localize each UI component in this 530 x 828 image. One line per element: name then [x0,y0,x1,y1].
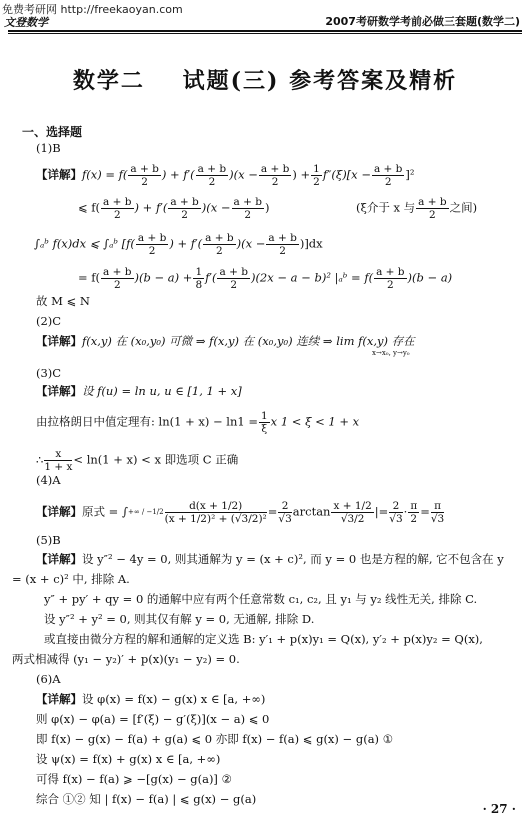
q5-label: (5)B [36,533,61,547]
q1-conclusion: 故 M ⩽ N [36,294,90,308]
q3-label: (3)C [36,366,62,380]
fraction: $\frac{1}{\xi}$ [260,410,268,436]
q2-limit-sub: x→x₀, y→y₀ [372,349,410,357]
q1-detail-tag: 【详解】 [36,167,82,182]
fraction: $\frac{\pi}{2}$ [410,500,418,526]
fraction: $\frac{a + b}{2}$ [373,163,403,189]
fraction: $\frac{d(x + 1/2)}{\text{(x + 1/2)² + (√3/2)²}}$ [164,500,267,526]
q5-line3: y″ + py′ + qy = 0 的通解中应有两个任意常数 c₁, c₂, 且 y₁ 与 y₂ 线性无关, 排除 C. [44,592,478,606]
title-right: 试题(三) 参考答案及精析 [182,68,458,94]
fraction: $\frac{1}{2}$ [313,163,320,189]
fraction: $\frac{a + b}{2}$ [268,232,297,258]
q5-detail-tag: 【详解】 [36,552,82,566]
page-number: · 27 · [482,802,516,816]
q4-limits: +∞ / −1/2 [127,508,164,517]
q6-label: (6)A [36,672,61,686]
q3-line3: ∴ $\frac{x}{1 + x}$ < ln(1 + x) < x 即选项 C 正确 [36,448,239,474]
q6-line3: 即 f(x) − g(x) − f(a) + g(a) ⩽ 0 亦即 f(x) − f(a) ⩽ g(x) − g(a) ① [36,732,393,746]
fraction: $\frac{\pi}{√3}$ [430,500,445,526]
fraction: $\frac{a + b}{2}$ [197,163,227,189]
fraction: $\frac{a + b}{2}$ [376,266,405,292]
q5-line4: 设 y″² + y² = 0, 则其仅有解 y = 0, 无通解, 排除 D. [44,612,315,626]
q2-label: (2)C [36,314,62,328]
q5-line5: 或直接由微分方程的解和通解的定义选 B: y′₁ + p(x)y₁ = Q(x), y′₂ + p(x)y₂ = Q(x), [44,632,483,646]
q5-line6: 两式相减得 (y₁ − y₂)′ + p(x)(y₁ − y₂) = 0. [12,652,240,666]
q4-line: 【详解】原式 = ∫+∞ / −1/2 $\frac{d(x + 1/2)}{\text{(x + 1/2)² + (√3/2)²}}$ = $\frac{2}{√3}$ arctan $\frac{x + 1/2}{√3/2}$ |= $\frac{2}{√3}$ · $\frac{\pi}{2}$ = $\frac{\pi}{√3}$ [36,500,445,526]
q6-line6: 综合 ①② 知 | f(x) − f(a) | ⩽ g(x) − g(a) [36,792,257,806]
q1-note: (ξ介于 x 与 $\frac{a + b}{2}$ 之间) [356,196,478,222]
q6-detail-tag: 【详解】 [36,692,82,706]
watermark-text: 免费考研网 http://freekaoyan.com [2,3,183,16]
q6-line1: 【详解】设 φ(x) = f(x) − g(x) x ∈ [a, +∞) [36,692,266,706]
q1-label: (1)B [36,141,61,155]
q2-line: 【详解】f(x,y) 在 (x₀,y₀) 可微 ⇒ f(x,y) 在 (x₀,y₀) 连续 ⇒ lim f(x,y) 存在 [36,334,415,348]
fraction: $\frac{2}{√3}$ [278,500,292,526]
fraction: $\frac{1}{8}$ [195,266,203,292]
fraction: $\frac{2}{√3}$ [389,500,403,526]
q4-detail-tag: 【详解】 [36,504,82,519]
publisher-logo: 文登数学 [4,16,48,29]
q1-line3: ∫ₐᵇ f(x)dx ⩽ ∫ₐᵇ [f( $\frac{a + b}{2}$ ) + f′( $\frac{a + b}{2}$ )(x − $\frac{a + b}{2}$ )]dx [34,232,323,258]
fraction: $\frac{a + b}{2}$ [233,196,262,222]
fraction: $\frac{a + b}{2}$ [130,163,159,189]
q3-line2: 由拉格朗日中值定理有: ln(1 + x) − ln1 = $\frac{1}{\xi}$ x 1 < ξ < 1 + x [36,410,360,436]
header-rule-thin [8,33,522,34]
fraction: $\frac{x + 1/2}{√3/2}$ [333,500,372,526]
book-title: 2007考研数学考前必做三套题(数学二) [325,15,520,28]
fraction: $\frac{a + b}{2}$ [260,163,290,189]
title-left: 数学二 [72,68,145,94]
q5-line2: = (x + c)² 中, 排除 A. [12,572,130,586]
fraction: $\frac{a + b}{2}$ [170,196,199,222]
q6-line5: 可得 f(x) − f(a) ⩾ −[g(x) − g(a)] ② [36,772,232,786]
q1-line4: = f( $\frac{a + b}{2}$ )(b − a) + $\frac{1}{8}$ f′( $\frac{a + b}{2}$ )(2x − a − b)² |ₐᵇ = f( $\frac{a + b}{2}$ )(b − a) [78,266,453,292]
fraction: $\frac{a + b}{2}$ [137,232,167,258]
fraction: $\frac{a + b}{2}$ [418,196,447,222]
q3-detail-tag: 【详解】 [36,384,82,398]
q2-detail-tag: 【详解】 [36,334,82,348]
fraction: $\frac{a + b}{2}$ [103,266,132,292]
section-heading: 一、选择题 [22,125,83,139]
q6-line4: 设 ψ(x) = f(x) + g(x) x ∈ [a, +∞) [36,752,221,766]
fraction: $\frac{a + b}{2}$ [219,266,248,292]
q4-label: (4)A [36,473,61,487]
fraction: $\frac{x}{1 + x}$ [44,448,73,474]
q1-line1: 【详解】f(x) = f( $\frac{a + b}{2}$ ) + f′( $\frac{a + b}{2}$ )(x − $\frac{a + b}{2}$ ) + $\frac{1}{2}$ f″(ξ)[x − $\frac{a + b}{2}$ ]² [36,163,415,189]
fraction: $\frac{a + b}{2}$ [103,196,132,222]
page-title [0,64,530,95]
q3-line1: 【详解】设 f(u) = ln u, u ∈ [1, 1 + x] [36,384,242,398]
q5-line1: 【详解】设 y″² − 4y = 0, 则其通解为 y = (x + c)², 而 y = 0 也是方程的解, 它不包含在 y [36,552,504,566]
q6-line2: 则 φ(x) − φ(a) = [f′(ξ) − g′(ξ)](x − a) ⩽ 0 [36,712,270,726]
header-rule [8,30,522,32]
fraction: $\frac{a + b}{2}$ [205,232,234,258]
q1-line2: ⩽ f( $\frac{a + b}{2}$ ) + f′( $\frac{a + b}{2}$ )(x − $\frac{a + b}{2}$ ) [78,196,270,222]
